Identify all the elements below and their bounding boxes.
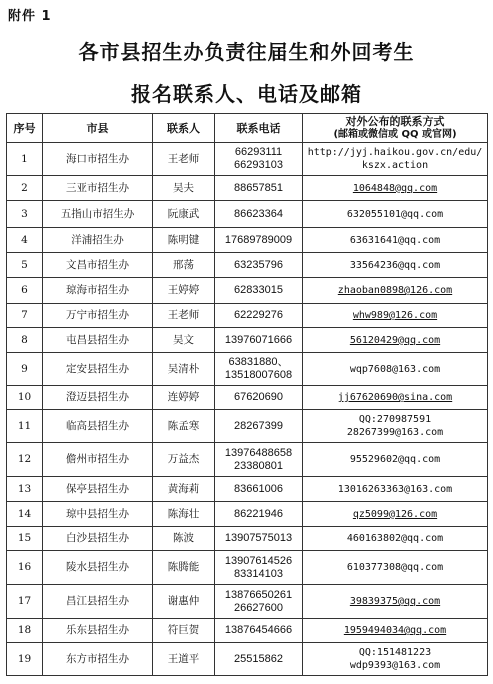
contact-line: 13016263363@163.com (337, 483, 453, 495)
contact-line: 56120429@qq.com (349, 334, 441, 346)
document-title-line-1: 各市县招生办负责往届生和外回考生 (78, 40, 415, 64)
cell-contact (303, 551, 488, 585)
cell-phone (215, 278, 303, 304)
cell-contact (303, 176, 488, 201)
header-city: 市县 (43, 114, 153, 143)
contact-line: http://jyj.haikou.gov.cn/edu/ (307, 147, 483, 158)
table-row (7, 443, 488, 477)
phone-line: 25515862 (234, 652, 283, 665)
phone-line: 23380801 (234, 459, 283, 472)
table-row (7, 143, 488, 176)
cell-contact (303, 353, 488, 386)
cell-seq: 10 (7, 386, 43, 410)
cell-contact (303, 443, 488, 477)
cell-seq: 18 (7, 619, 43, 643)
cell-seq: 4 (7, 228, 43, 253)
cell-contact (303, 143, 488, 176)
phone-line: 17689789009 (224, 233, 293, 246)
phone-line: 66293111 (234, 146, 283, 158)
cell-phone (215, 551, 303, 585)
phone-line: 63831880、 (228, 356, 289, 368)
cell-person: 吴文 (153, 328, 215, 353)
cell-contact (303, 228, 488, 253)
contact-line: jj67620690@sina.com (337, 392, 453, 403)
cell-person: 王道平 (153, 643, 215, 676)
header-contact-sub: (邮箱或微信或 QQ 或官网) (333, 129, 457, 140)
document-title-line-2: 报名联系人、电话及邮箱 (131, 82, 362, 106)
cell-person: 邢荡 (153, 253, 215, 278)
cell-city: 澄迈县招生办 (43, 386, 153, 410)
cell-person: 王婷婷 (153, 278, 215, 304)
table-row (7, 278, 488, 304)
cell-seq: 13 (7, 477, 43, 502)
phone-line: 13876650261 (224, 588, 293, 601)
cell-city: 琼海市招生办 (43, 278, 153, 304)
phone-line: 13976488658 (224, 446, 293, 459)
phone-line: 63235796 (234, 258, 283, 271)
header-contact (303, 114, 488, 143)
table-row (7, 527, 488, 551)
table-row (7, 304, 488, 328)
cell-phone (215, 410, 303, 443)
phone-line: 13518007608 (224, 369, 293, 381)
phone-line: 28267399 (234, 419, 283, 432)
contact-table (6, 113, 488, 676)
cell-phone (215, 527, 303, 551)
phone-line: 13976071666 (224, 333, 293, 346)
table-row (7, 353, 488, 386)
cell-phone (215, 253, 303, 278)
cell-seq: 11 (7, 410, 43, 443)
cell-person: 王老师 (153, 304, 215, 328)
contact-line: zhaoban0898@126.com (337, 285, 453, 296)
table-row (7, 176, 488, 201)
header-seq: 序号 (7, 114, 43, 143)
contact-line: 63631641@qq.com (349, 234, 441, 246)
contact-line: 33564236@qq.com (349, 259, 441, 271)
cell-city: 洋浦招生办 (43, 228, 153, 253)
cell-city: 东方市招生办 (43, 643, 153, 676)
cell-city: 昌江县招生办 (43, 585, 153, 619)
cell-phone (215, 143, 303, 176)
cell-phone (215, 477, 303, 502)
phone-line: 67620690 (234, 391, 283, 403)
cell-seq: 3 (7, 201, 43, 228)
cell-phone (215, 304, 303, 328)
cell-phone (215, 502, 303, 527)
phone-line: 13907575013 (224, 532, 293, 544)
cell-phone (215, 353, 303, 386)
table-row (7, 477, 488, 502)
contact-line: 460163802@qq.com (346, 533, 444, 544)
cell-city: 屯昌县招生办 (43, 328, 153, 353)
cell-contact (303, 619, 488, 643)
cell-phone (215, 619, 303, 643)
cell-city: 白沙县招生办 (43, 527, 153, 551)
cell-seq: 14 (7, 502, 43, 527)
cell-seq: 8 (7, 328, 43, 353)
cell-contact (303, 328, 488, 353)
cell-city: 保亭县招生办 (43, 477, 153, 502)
cell-seq: 5 (7, 253, 43, 278)
phone-line: 86623364 (234, 207, 283, 220)
phone-line: 83314103 (234, 567, 283, 580)
cell-contact (303, 278, 488, 304)
cell-phone (215, 201, 303, 228)
contact-line: kszx.action (361, 160, 429, 171)
contact-line: QQ:270987591 (358, 414, 432, 425)
cell-city: 乐东县招生办 (43, 619, 153, 643)
cell-city: 儋州市招生办 (43, 443, 153, 477)
cell-phone (215, 176, 303, 201)
cell-contact (303, 527, 488, 551)
cell-person: 阮康武 (153, 201, 215, 228)
phone-line: 13907614526 (224, 554, 293, 567)
cell-city: 陵水县招生办 (43, 551, 153, 585)
header-phone: 联系电话 (215, 114, 303, 143)
cell-city: 三亚市招生办 (43, 176, 153, 201)
phone-line: 62229276 (234, 309, 283, 321)
cell-city: 临高县招生办 (43, 410, 153, 443)
cell-seq: 17 (7, 585, 43, 619)
cell-person: 吴夫 (153, 176, 215, 201)
cell-person: 谢惠仲 (153, 585, 215, 619)
cell-city: 五指山市招生办 (43, 201, 153, 228)
phone-line: 62833015 (234, 284, 283, 296)
cell-phone (215, 443, 303, 477)
cell-person: 黄海莉 (153, 477, 215, 502)
cell-phone (215, 228, 303, 253)
cell-contact (303, 477, 488, 502)
cell-phone (215, 643, 303, 676)
table-row (7, 502, 488, 527)
cell-seq: 15 (7, 527, 43, 551)
phone-line: 86221946 (234, 507, 283, 520)
cell-person: 陈波 (153, 527, 215, 551)
table-row (7, 585, 488, 619)
cell-person: 陈海壮 (153, 502, 215, 527)
cell-person: 王老师 (153, 143, 215, 176)
contact-line: 39839375@qq.com (349, 596, 441, 607)
cell-city: 定安县招生办 (43, 353, 153, 386)
cell-person: 符巨贺 (153, 619, 215, 643)
contact-line: QQ:151481223 (358, 647, 432, 658)
phone-line: 13876454666 (224, 624, 293, 636)
cell-contact (303, 386, 488, 410)
phone-line: 66293103 (234, 159, 283, 171)
table-row (7, 643, 488, 676)
cell-contact (303, 585, 488, 619)
cell-contact (303, 410, 488, 443)
cell-contact (303, 502, 488, 527)
cell-contact (303, 304, 488, 328)
attachment-label: 附件 1 (8, 9, 52, 24)
header-contact-main: 对外公布的联系方式 (345, 115, 445, 128)
cell-seq: 6 (7, 278, 43, 304)
header-person: 联系人 (153, 114, 215, 143)
phone-line: 83661006 (234, 482, 283, 495)
cell-person: 吴清朴 (153, 353, 215, 386)
contact-line: 632055101@qq.com (346, 208, 444, 220)
cell-city: 海口市招生办 (43, 143, 153, 176)
cell-person: 连婷婷 (153, 386, 215, 410)
contact-line: 1064848@qq.com (352, 182, 438, 194)
contact-line: 1959494034@qq.com (343, 625, 447, 636)
table-header-row (7, 114, 488, 143)
cell-city: 琼中县招生办 (43, 502, 153, 527)
table-row (7, 619, 488, 643)
contact-line: whw989@126.com (352, 310, 438, 321)
cell-person: 陈腾能 (153, 551, 215, 585)
phone-line: 88657851 (234, 181, 283, 194)
contact-line: qz5099@126.com (352, 508, 438, 520)
table-row (7, 551, 488, 585)
cell-contact (303, 253, 488, 278)
cell-person: 陈孟寒 (153, 410, 215, 443)
table-row (7, 328, 488, 353)
cell-city: 万宁市招生办 (43, 304, 153, 328)
phone-line: 26627600 (234, 601, 283, 614)
cell-seq: 7 (7, 304, 43, 328)
table-row (7, 228, 488, 253)
cell-seq: 9 (7, 353, 43, 386)
cell-seq: 1 (7, 143, 43, 176)
contact-line: wdp9393@163.com (349, 660, 441, 671)
cell-seq: 16 (7, 551, 43, 585)
cell-phone (215, 585, 303, 619)
table-row (7, 386, 488, 410)
contact-line: wqp7608@163.com (349, 363, 441, 375)
cell-seq: 19 (7, 643, 43, 676)
cell-seq: 2 (7, 176, 43, 201)
table-row (7, 410, 488, 443)
contact-line: 610377308@qq.com (346, 562, 444, 573)
table-row (7, 253, 488, 278)
table-row (7, 201, 488, 228)
cell-person: 陈明键 (153, 228, 215, 253)
cell-city: 文昌市招生办 (43, 253, 153, 278)
contact-line: 28267399@163.com (346, 427, 444, 438)
cell-phone (215, 386, 303, 410)
cell-seq: 12 (7, 443, 43, 477)
cell-phone (215, 328, 303, 353)
contact-line: 95529602@qq.com (349, 454, 441, 465)
cell-contact (303, 201, 488, 228)
cell-person: 万益杰 (153, 443, 215, 477)
cell-contact (303, 643, 488, 676)
